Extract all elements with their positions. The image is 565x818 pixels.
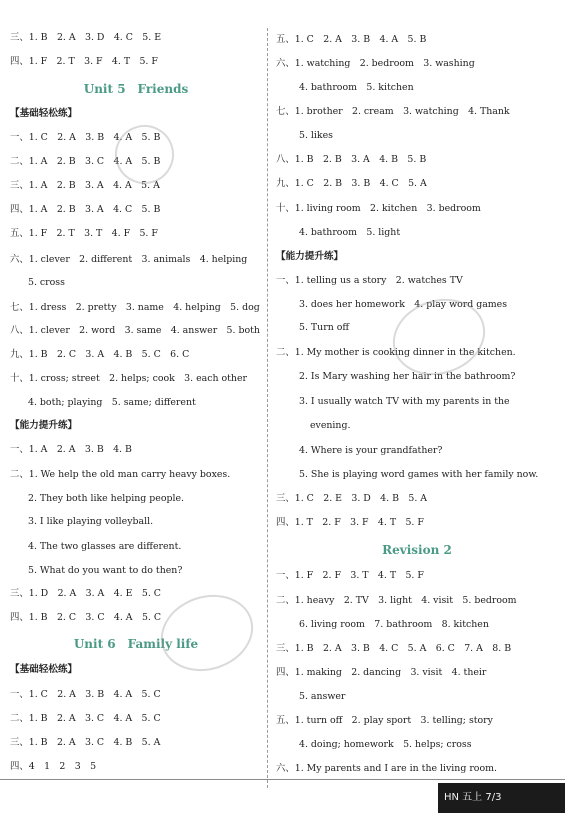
answer-line: 三、1. C 2. E 3. D 4. B 5. A: [276, 493, 428, 504]
answer-line: 6. living room 7. bathroom 8. kitchen: [299, 619, 489, 630]
answer-line: 5. likes: [299, 130, 333, 141]
footer-rule: [0, 779, 565, 780]
watermark-stamp: [151, 583, 263, 682]
section-basic: 【基础轻松练】: [10, 108, 78, 119]
revision2-title: Revision 2: [382, 543, 452, 557]
answer-line: 3. does her homework 4. play word games: [299, 299, 508, 310]
answer-line: 三、1. B 2. A 3. C 4. B 5. A: [10, 737, 161, 748]
page-footer-label: HN 五上 7/3: [438, 783, 565, 813]
answer-line: 一、1. C 2. A 3. B 4. A 5. C: [10, 689, 161, 700]
answer-line: 五、1. C 2. A 3. B 4. A 5. B: [276, 34, 427, 45]
answer-line: 三、1. A 2. B 3. A 4. A 5. A: [10, 180, 160, 191]
answer-line: 4. bathroom 5. kitchen: [299, 82, 414, 93]
answer-line: 六、1. clever 2. different 3. animals 4. helping: [10, 254, 248, 265]
answer-line: 三、1. B 2. A 3. B 4. C 5. A 6. C 7. A 8. B: [276, 643, 512, 654]
answer-line: 5. She is playing word games with her family now.: [299, 469, 539, 480]
answer-line: 一、1. telling us a story 2. watches TV: [276, 275, 463, 286]
answer-line: 四、1. making 2. dancing 3. visit 4. their: [276, 667, 487, 678]
answer-line: 2. They both like helping people.: [28, 493, 185, 504]
answer-line: 5. cross: [28, 277, 65, 288]
answer-line: 3. I usually watch TV with my parents in the: [299, 396, 510, 407]
answer-line: 3. I like playing volleyball.: [28, 516, 154, 527]
answer-line: 4. doing; homework 5. helps; cross: [299, 739, 472, 750]
answer-line: 五、1. turn off 2. play sport 3. telling; story: [276, 715, 493, 726]
answer-line: 二、1. My mother is cooking dinner in the kitchen.: [276, 347, 516, 358]
answer-line: 十、1. cross; street 2. helps; cook 3. each other: [10, 373, 247, 384]
answer-line: 八、1. B 2. B 3. A 4. B 5. B: [276, 154, 427, 165]
answer-line: 四、4 1 2 3 5: [10, 761, 97, 772]
answer-line: 二、1. heavy 2. TV 3. light 4. visit 5. bedroom: [276, 595, 517, 606]
answer-line: 十、1. living room 2. kitchen 3. bedroom: [276, 203, 481, 214]
answer-line: 4. Where is your grandfather?: [299, 445, 443, 456]
answer-line: 二、1. B 2. A 3. C 4. A 5. C: [10, 713, 161, 724]
answer-line: 4. bathroom 5. light: [299, 227, 401, 238]
unit6-title: Unit 6 Family life: [73, 637, 199, 651]
answer-line: 4. The two glasses are different.: [28, 541, 182, 552]
answer-line: 七、1. brother 2. cream 3. watching 4. Thank: [276, 106, 510, 117]
answer-line: 九、1. C 2. B 3. B 4. C 5. A: [276, 178, 427, 189]
answer-line: 三、1. D 2. A 3. A 4. E 5. C: [10, 588, 161, 599]
section-ability: 【能力提升练】: [276, 251, 344, 262]
answer-line: 一、1. F 2. F 3. T 4. T 5. F: [276, 570, 424, 581]
answer-line: 4. both; playing 5. same; different: [28, 397, 196, 408]
answer-line: 一、1. A 2. A 3. B 4. B: [10, 444, 132, 455]
answer-line: 二、1. We help the old man carry heavy boxes.: [10, 469, 231, 480]
answer-line: 5. What do you want to do then?: [28, 565, 183, 576]
column-divider: [267, 28, 268, 788]
answer-line: 四、1. T 2. F 3. F 4. T 5. F: [276, 517, 424, 528]
answer-line: 三、1. B 2. A 3. D 4. C 5. E: [10, 32, 162, 43]
section-ability: 【能力提升练】: [10, 420, 78, 431]
answer-line: 七、1. dress 2. pretty 3. name 4. helping 5. dog: [10, 302, 260, 313]
answer-line: 5. answer: [299, 691, 346, 702]
answer-line: 5. Turn off: [299, 322, 350, 333]
answer-line: 四、1. A 2. B 3. A 4. C 5. B: [10, 204, 161, 215]
answer-line: 九、1. B 2. C 3. A 4. B 5. C 6. C: [10, 349, 190, 360]
answer-line: 一、1. C 2. A 3. B 4. A 5. B: [10, 132, 161, 143]
section-basic: 【基础轻松练】: [10, 664, 78, 675]
answer-line: 八、1. clever 2. word 3. same 4. answer 5. both: [10, 325, 260, 336]
answer-line: 四、1. B 2. C 3. C 4. A 5. C: [10, 612, 162, 623]
answer-line: 二、1. A 2. B 3. C 4. A 5. B: [10, 156, 161, 167]
answer-line: evening.: [310, 420, 351, 431]
answer-line: 五、1. F 2. T 3. T 4. F 5. F: [10, 228, 158, 239]
answer-line: 四、1. F 2. T 3. F 4. T 5. F: [10, 56, 158, 67]
answer-line: 2. Is Mary washing her hair in the bathroom?: [299, 371, 516, 382]
answer-line: 六、1. watching 2. bedroom 3. washing: [276, 58, 475, 69]
answer-line: 六、1. My parents and I are in the living room.: [276, 763, 497, 774]
unit5-title: Unit 5 Friends: [83, 82, 189, 96]
